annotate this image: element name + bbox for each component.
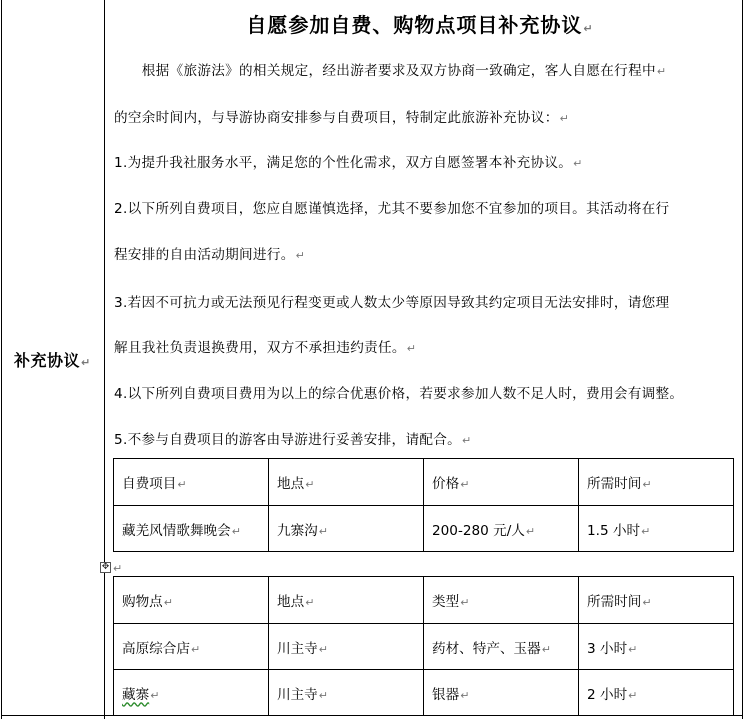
clause-2-line-2: 程安排的自由活动期间进行。↵ — [114, 247, 306, 263]
header-cell: 价格↵ — [424, 459, 579, 506]
header-cell: 类型↵ — [424, 577, 579, 624]
table-cell: 药材、特产、玉器↵ — [424, 624, 579, 670]
header-cell: 地点↵ — [269, 459, 424, 506]
agreement-title: 自愿参加自费、购物点项目补充协议↵ — [246, 13, 594, 37]
table-cell: 高原综合店↵ — [114, 624, 269, 670]
table-cell: 藏寨↵ — [114, 670, 269, 716]
clause-1: 1.为提升我社服务水平，满足您的个性化需求，双方自愿签署本补充协议。↵ — [114, 155, 583, 171]
table-cell: 2 小时↵ — [579, 670, 734, 716]
header-cell: 地点↵ — [269, 577, 424, 624]
outer-left-border — [1, 0, 2, 719]
clause-4: 4.以下所列自费项目费用为以上的综合优惠价格，若要求参加人数不足人时，费用会有调整。 — [114, 386, 684, 402]
table-row — [114, 624, 734, 670]
table-cell: 200-280 元/人↵ — [424, 506, 579, 552]
clause-3-line-1: 3.若因不可抗力或无法预见行程变更或人数太少等原因导致其约定项目无法安排时，请您理 — [114, 295, 670, 311]
outer-right-border — [742, 0, 743, 719]
empty-paragraph-mark: ↵ — [113, 562, 123, 575]
table-cell: 川主寺↵ — [269, 624, 424, 670]
header-cell: 自费项目↵ — [114, 459, 269, 506]
side-label: 补充协议↵ — [14, 351, 91, 370]
self-pay-items-table — [113, 458, 734, 552]
header-cell: 所需时间↵ — [579, 577, 734, 624]
table-cell: 藏羌风情歌舞晚会↵ — [114, 506, 269, 552]
clause-5: 5.不参与自费项目的游客由导游进行妥善安排，请配合。↵ — [114, 432, 472, 448]
table-cell: 九寨沟↵ — [269, 506, 424, 552]
table-header-row — [114, 459, 734, 506]
clause-3-line-2: 解且我社负责退换费用，双方不承担违约责任。↵ — [114, 340, 417, 356]
table-cell: 3 小时↵ — [579, 624, 734, 670]
clause-2-line-1: 2.以下所列自费项目，您应自愿谨慎选择，尤其不要参加您不宜参加的项目。其活动将在行 — [114, 201, 670, 217]
header-cell: 购物点↵ — [114, 577, 269, 624]
table-cell: 银器↵ — [424, 670, 579, 716]
table-cell: 川主寺↵ — [269, 670, 424, 716]
table-header-row — [114, 577, 734, 624]
table-row — [114, 670, 734, 716]
move-anchor-icon[interactable]: ✥ — [101, 562, 110, 572]
table-row — [114, 506, 734, 552]
header-cell: 所需时间↵ — [579, 459, 734, 506]
shopping-points-table — [113, 576, 734, 716]
column-divider — [104, 0, 105, 719]
paragraph-intro-line-2: 的空余时间内，与导游协商安排参与自费项目，特制定此旅游补充协议：↵ — [114, 110, 570, 126]
paragraph-intro-line-1: 根据《旅游法》的相关规定，经出游者要求及双方协商一致确定，客人自愿在行程中↵ — [114, 63, 667, 79]
table-cell: 1.5 小时↵ — [579, 506, 734, 552]
